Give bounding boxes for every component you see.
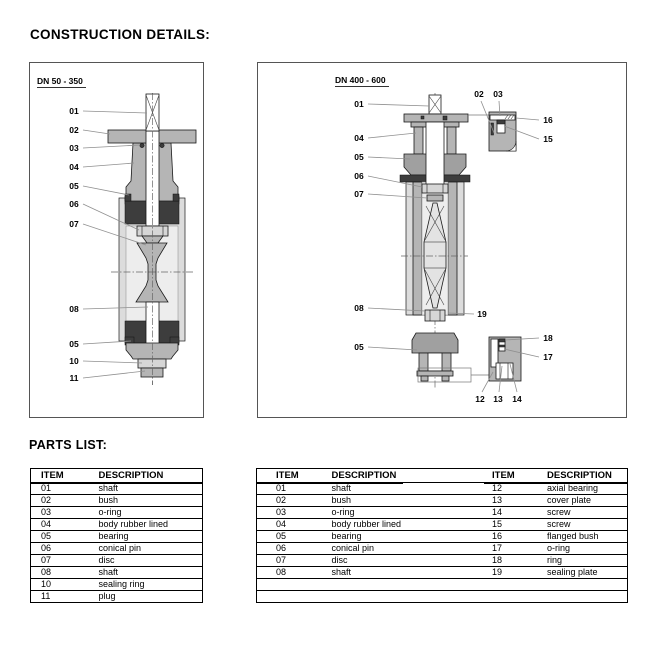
table-row <box>257 531 628 543</box>
table-row <box>257 483 628 495</box>
part-item-number: 19 <box>484 567 546 579</box>
part-description: body rubber lined <box>98 519 203 531</box>
spacer-cell <box>403 531 485 543</box>
part-callout-05: 05 <box>69 181 79 191</box>
part-description: shaft <box>331 567 403 579</box>
part-callout-04: 04 <box>69 162 79 172</box>
part-description <box>546 579 628 591</box>
part-description: bearing <box>98 531 203 543</box>
spacer-cell <box>403 519 485 531</box>
part-description: o-ring <box>331 507 403 519</box>
valve-cross-section-dn400-600 <box>258 63 626 417</box>
column-header: DESCRIPTION <box>546 469 628 483</box>
part-item-number: 02 <box>257 495 331 507</box>
part-description: body rubber lined <box>331 519 402 529</box>
part-description <box>546 591 628 603</box>
part-description: o-ring <box>98 507 203 519</box>
spacer-cell <box>403 567 485 579</box>
spacer-cell <box>403 579 485 591</box>
construction-detail-box-dn50-350 <box>29 62 204 418</box>
table-row <box>31 483 203 495</box>
table-row <box>31 555 203 567</box>
part-item-number: 03 <box>257 507 331 519</box>
part-callout-05: 05 <box>69 339 79 349</box>
table-row <box>31 519 203 531</box>
part-callout-10: 10 <box>69 356 79 366</box>
part-description: conical pin <box>98 543 203 555</box>
part-item-number: 02 <box>31 495 98 507</box>
part-description: conical pin <box>331 543 403 555</box>
part-callout-08: 08 <box>69 304 79 314</box>
header-row <box>31 469 203 483</box>
column-header: ITEM <box>31 469 98 483</box>
part-description: shaft <box>331 483 403 495</box>
part-callout-05: 05 <box>354 152 364 162</box>
part-item-number: 08 <box>31 567 98 579</box>
table-row <box>257 495 628 507</box>
spacer-cell <box>403 495 485 507</box>
part-item-number: 01 <box>31 483 98 495</box>
part-callout-12: 12 <box>475 394 485 404</box>
part-description: bush <box>331 495 403 507</box>
part-description: o-ring <box>546 543 628 555</box>
part-item-number <box>484 591 546 603</box>
part-callout-04: 04 <box>354 133 364 143</box>
table-row <box>31 495 203 507</box>
spacer-cell <box>403 469 485 483</box>
table-row <box>257 555 628 567</box>
parts-list-title: PARTS LIST: <box>29 438 108 452</box>
part-item-number: 17 <box>484 543 546 555</box>
table-row <box>31 579 203 591</box>
table-row <box>31 567 203 579</box>
part-description <box>331 591 403 603</box>
part-callout-02: 02 <box>69 125 79 135</box>
part-description: sealing plate <box>546 567 628 579</box>
part-description: flanged bush <box>546 531 628 543</box>
table-row <box>31 531 203 543</box>
part-callout-11: 11 <box>69 373 79 383</box>
table-row <box>257 567 628 579</box>
part-description: disc <box>98 555 203 567</box>
part-item-number: 04 <box>31 519 98 531</box>
part-callout-15: 15 <box>543 134 553 144</box>
spacer-cell <box>403 543 485 555</box>
part-item-number: 13 <box>484 495 546 507</box>
part-callout-07: 07 <box>69 219 79 229</box>
part-description: ring <box>546 555 628 567</box>
part-callout-17: 17 <box>543 352 553 362</box>
part-description: plug <box>98 591 203 603</box>
parts-table-dn400-600 <box>256 468 628 603</box>
column-header: ITEM <box>484 469 546 483</box>
table-row <box>31 591 203 603</box>
bottom-bearing-detail-inset <box>489 337 521 381</box>
part-description: disc <box>331 555 403 567</box>
part-callout-01: 01 <box>354 99 364 109</box>
part-item-number: 16 <box>484 531 546 543</box>
empty-row <box>257 579 628 591</box>
part-item-number: 08 <box>257 567 331 579</box>
part-item-number <box>257 591 331 603</box>
variant-label-dn400-600: DN 400 - 600 <box>335 75 389 87</box>
variant-label-dn50-350: DN 50 - 350 <box>37 76 86 88</box>
part-item-number: 06 <box>31 543 98 555</box>
construction-detail-box-dn400-600 <box>257 62 627 418</box>
part-callout-19: 19 <box>477 309 487 319</box>
table-row <box>31 507 203 519</box>
part-description: axial bearing <box>546 483 628 495</box>
part-description: screw <box>546 507 628 519</box>
part-description: bush <box>98 495 203 507</box>
part-description: cover plate <box>546 495 628 507</box>
part-item-number: 07 <box>31 555 98 567</box>
empty-row <box>257 591 628 603</box>
part-callout-14: 14 <box>512 394 522 404</box>
table-row <box>257 507 628 519</box>
part-description: shaft <box>98 483 203 495</box>
part-callout-05: 05 <box>354 342 364 352</box>
part-item-number: 18 <box>484 555 546 567</box>
page-title: CONSTRUCTION DETAILS: <box>30 27 211 42</box>
spacer-cell <box>403 591 485 603</box>
part-callout-13: 13 <box>493 394 503 404</box>
part-callout-18: 18 <box>543 333 553 343</box>
part-callout-08: 08 <box>354 303 364 313</box>
spacer-cell <box>403 555 485 567</box>
part-description: bearing <box>331 531 403 543</box>
part-item-number: 07 <box>257 555 331 567</box>
part-item-number: 06 <box>257 543 331 555</box>
table-row <box>257 519 628 531</box>
spacer-cell <box>403 507 485 519</box>
part-item-number: 11 <box>31 591 98 603</box>
part-item-number: 10 <box>31 579 98 591</box>
part-item-number: 05 <box>257 531 331 543</box>
part-callout-07: 07 <box>354 189 364 199</box>
parts-table-dn50-350 <box>30 468 203 603</box>
column-header: DESCRIPTION <box>331 469 403 483</box>
table-row <box>257 543 628 555</box>
part-item-number: 05 <box>31 531 98 543</box>
spacer-cell <box>403 483 485 495</box>
part-description <box>331 579 403 591</box>
part-item-number: 03 <box>31 507 98 519</box>
valve-cross-section-dn50-350 <box>30 63 203 417</box>
part-item-number <box>257 579 331 591</box>
column-header: ITEM <box>257 469 331 483</box>
column-header: DESCRIPTION <box>98 469 203 483</box>
table-row <box>31 543 203 555</box>
part-description: screw <box>546 519 628 531</box>
part-description: shaft <box>98 567 203 579</box>
part-item-number: 14 <box>484 507 546 519</box>
header-row <box>257 469 628 483</box>
part-item-number: 15 <box>484 519 546 531</box>
part-item-number: 01 <box>257 483 331 495</box>
part-callout-06: 06 <box>354 171 364 181</box>
part-callout-02: 02 <box>474 89 484 99</box>
part-callout-01: 01 <box>69 106 79 116</box>
part-item-number: 04 <box>257 519 331 531</box>
part-description: sealing ring <box>98 579 203 591</box>
part-callout-16: 16 <box>543 115 553 125</box>
part-item-number: 12 <box>484 483 546 495</box>
part-item-number <box>484 579 546 591</box>
part-callout-03: 03 <box>69 143 79 153</box>
part-callout-06: 06 <box>69 199 79 209</box>
part-callout-03: 03 <box>493 89 503 99</box>
